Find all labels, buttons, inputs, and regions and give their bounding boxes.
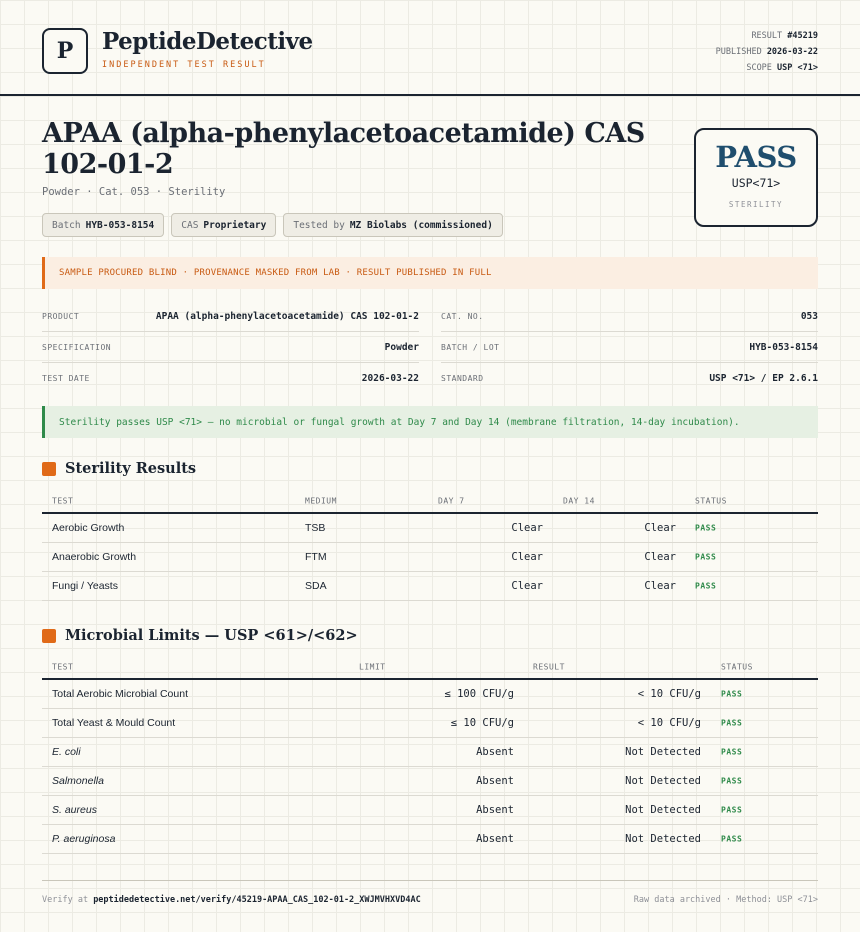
info-row [441, 332, 818, 363]
cell-day7: Clear [511, 551, 543, 563]
product-subtitle: Powder · Cat. 053 · Sterility [42, 186, 226, 198]
verify-prefix: Verify at [42, 895, 89, 905]
status-badge: PASS [721, 718, 743, 728]
status-badge: PASS [721, 834, 743, 844]
info-row [441, 301, 818, 332]
meta-published-label: PUBLISHED [715, 47, 762, 57]
cell-limit: Absent [476, 746, 514, 758]
report-header [0, 0, 860, 96]
table-header [42, 490, 818, 514]
table-row [42, 796, 818, 825]
cell-day7: Clear [511, 522, 543, 534]
col-limit: LIMIT [359, 662, 386, 672]
info-label: CAT. NO. [441, 311, 484, 321]
meta-result-value: #45219 [787, 31, 818, 41]
col-status: STATUS [721, 662, 753, 672]
table-row [42, 680, 818, 709]
table-row [42, 572, 818, 601]
meta-scope-value: USP <71> [777, 63, 818, 73]
info-row [42, 363, 419, 394]
col-test: TEST [52, 496, 74, 506]
cell-day14: Clear [644, 522, 676, 534]
section-marker-icon [42, 629, 56, 643]
verify-line [42, 895, 421, 905]
info-label: SPECIFICATION [42, 342, 112, 352]
table-row [42, 738, 818, 767]
sterility-section-title: Sterility Results [65, 460, 197, 477]
result-summary: Sterility passes USP <71> — no microbial or fungal growth at Day 7 and Day 14 (membrane filtration, 14-day incubation). [42, 406, 818, 438]
logo-letter: P [56, 38, 74, 64]
cell-test: Anaerobic Growth [52, 551, 137, 563]
info-column-right [441, 301, 818, 394]
status-badge: PASS [721, 747, 743, 757]
info-label: STANDARD [441, 374, 484, 383]
sterility-table [42, 490, 818, 601]
cell-result: < 10 CFU/g [637, 688, 701, 700]
meta-published-value: 2026-03-22 [766, 47, 818, 57]
cell-limit: ≤ 10 CFU/g [450, 717, 514, 729]
brand-name: PeptideDetective [102, 28, 313, 55]
info-grid [42, 301, 818, 394]
report-meta [716, 28, 818, 76]
cell-day14: Clear [644, 551, 676, 563]
cell-test: E. coli [52, 746, 81, 758]
cell-test: S. aureus [52, 804, 97, 816]
status-badge: PASS [695, 552, 717, 562]
cell-medium: TSB [305, 522, 326, 534]
cell-result: Not Detected [625, 804, 701, 816]
status-badge: PASS [695, 523, 717, 533]
verdict-badge [694, 128, 818, 227]
status-badge: PASS [721, 805, 743, 815]
meta-scope [716, 60, 818, 76]
col-day7: DAY 7 [438, 496, 465, 506]
status-badge: PASS [695, 581, 717, 591]
cell-test: Aerobic Growth [52, 522, 125, 534]
status-badge: PASS [721, 776, 743, 786]
info-label: TEST DATE [42, 374, 90, 383]
cell-test: Fungi / Yeasts [52, 580, 118, 592]
cell-test: Salmonella [52, 775, 104, 787]
chip-label: Batch [52, 219, 81, 231]
cell-medium: FTM [305, 551, 327, 563]
col-medium: MEDIUM [305, 496, 337, 506]
meta-result [716, 28, 818, 44]
table-header [42, 656, 818, 680]
info-value: HYB-053-8154 [749, 341, 818, 353]
info-row [42, 332, 419, 363]
logo [42, 28, 88, 74]
meta-published [716, 44, 818, 60]
meta-scope-label: SCOPE [746, 63, 772, 73]
cell-day14: Clear [644, 580, 676, 592]
microbial-section-title: Microbial Limits — USP <61>/<62> [65, 627, 358, 644]
chip-value: HYB-053-8154 [85, 219, 155, 231]
cell-medium: SDA [305, 580, 327, 592]
verdict-standard: USP<71> [731, 176, 781, 190]
chip-value: MZ Biolabs (commissioned) [349, 219, 493, 231]
cas-chip [171, 213, 276, 237]
info-label: PRODUCT [42, 311, 80, 321]
chip-label: Tested by [293, 219, 345, 231]
tested-by-chip [283, 213, 502, 237]
microbial-section-head [42, 627, 358, 644]
col-test: TEST [52, 662, 74, 672]
info-value: 053 [800, 310, 818, 322]
microbial-table [42, 656, 818, 854]
cell-limit: ≤ 100 CFU/g [444, 688, 514, 700]
info-row [42, 301, 419, 332]
cell-result: < 10 CFU/g [637, 717, 701, 729]
cell-day7: Clear [511, 580, 543, 592]
chip-label: CAS [181, 219, 199, 231]
brand-tagline: INDEPENDENT TEST RESULT [102, 60, 266, 70]
section-marker-icon [42, 462, 56, 476]
status-badge: PASS [721, 689, 743, 699]
batch-chip [42, 213, 164, 237]
cell-test: Total Aerobic Microbial Count [52, 688, 188, 700]
table-row [42, 825, 818, 854]
info-column-left [42, 301, 419, 394]
meta-result-label: RESULT [751, 31, 783, 41]
cell-test: P. aeruginosa [52, 833, 116, 845]
cell-limit: Absent [476, 833, 514, 845]
report-footer [42, 880, 818, 905]
cell-result: Not Detected [625, 833, 701, 845]
info-value: USP <71> / EP 2.6.1 [709, 373, 818, 384]
verdict-category: STERILITY [728, 200, 784, 209]
chip-value: Proprietary [203, 219, 267, 231]
product-chips [42, 213, 503, 237]
info-value: APAA (alpha-phenylacetoacetamide) CAS 102-01-2 [155, 310, 419, 322]
col-status: STATUS [695, 496, 727, 506]
table-row [42, 514, 818, 543]
cell-limit: Absent [476, 775, 514, 787]
col-result: RESULT [533, 662, 565, 672]
table-row [42, 709, 818, 738]
col-day14: DAY 14 [563, 496, 595, 506]
sterility-section-head [42, 460, 196, 477]
info-value: Powder [384, 341, 419, 353]
cell-result: Not Detected [625, 746, 701, 758]
archive-note: Raw data archived · Method: USP <71> [633, 895, 818, 905]
product-title: APAA (alpha-phenylacetoacetamide) CAS 102-01-2 [42, 118, 645, 180]
info-value: 2026-03-22 [361, 373, 419, 384]
verdict-word: PASS [715, 140, 797, 174]
cell-test: Total Yeast & Mould Count [52, 717, 176, 729]
info-row [441, 363, 818, 394]
verify-link[interactable]: peptidedetective.net/verify/45219-APAA_CAS_102-01-2_XWJMVHXVD4AC [93, 895, 421, 905]
cell-result: Not Detected [625, 775, 701, 787]
table-row [42, 543, 818, 572]
table-row [42, 767, 818, 796]
procurement-notice: SAMPLE PROCURED BLIND · PROVENANCE MASKED FROM LAB · RESULT PUBLISHED IN FULL [42, 257, 818, 289]
info-label: BATCH / LOT [441, 342, 500, 352]
cell-limit: Absent [476, 804, 514, 816]
